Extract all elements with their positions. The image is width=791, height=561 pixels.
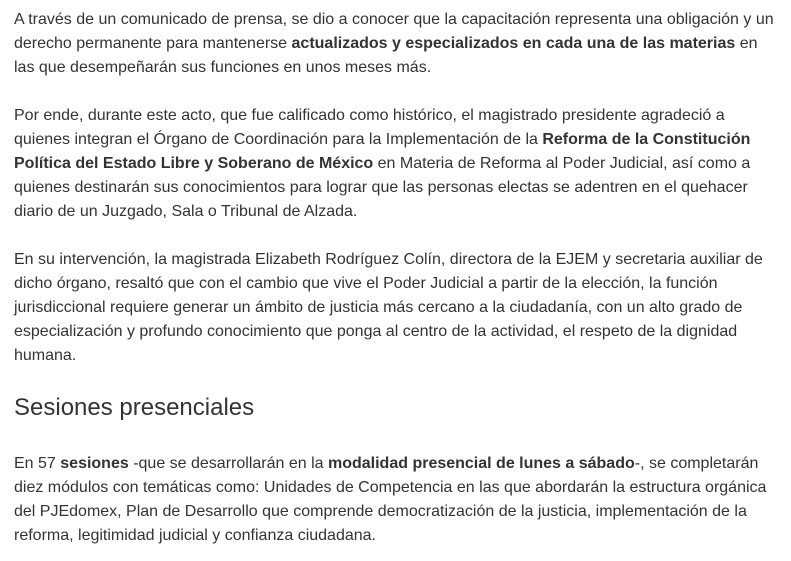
paragraph-text: Por ende, durante este acto, que fue calificado como histórico, el magistrado presidente agradeció a quienes integran el Órgano de Coordinación para la Implementación de la xyxy=(14,107,725,148)
paragraph-text: en las que desempeñarán sus funciones en unos meses más. xyxy=(14,35,758,76)
section-heading: Sesiones presenciales xyxy=(14,394,255,421)
paragraph-text: En 57 xyxy=(14,455,61,472)
paragraph-text: en Materia de Reforma al Poder Judicial, así como a quienes destinarán sus conocimientos para lograr que las personas electas se adentren en el quehacer diario de un Juzgado, Sala o Tribunal de Alzada. xyxy=(14,155,751,220)
bold-phrase: sesiones xyxy=(60,455,129,472)
paragraph-text: -, se completarán diez módulos con temáticas como: Unidades de Competencia en las que abordarán la estructura orgánica del PJEdomex, Plan de Desarrollo que comprende democratización de la justicia, implementación de la reforma, legitimidad judicial y confianza ciudadana. xyxy=(14,455,767,544)
paragraph-text: En su intervención, la magistrada Elizabeth Rodríguez Colín, directora de la EJEM y secretaria auxiliar de dicho órgano, resaltó que con el cambio que vive el Poder Judicial a partir de la elección, la función jurisdiccional requiere generar un ámbito de justicia más cercano a la ciudadanía, con un alto grado de especialización y profundo conocimiento que ponga al centro de la actividad, el respeto de la dignidad humana. xyxy=(14,251,763,364)
paragraph-capacitacion xyxy=(14,8,781,80)
bold-phrase: actualizados y especializados en cada una de las materias xyxy=(291,35,736,52)
bold-phrase: Reforma de la Constitución Política del Estado Libre y Soberano de México xyxy=(14,131,751,172)
paragraph-agradecimiento xyxy=(14,104,781,224)
paragraph-text: A través de un comunicado de prensa, se dio a conocer que la capacitación representa una obligación y un derecho permanente para mantenerse xyxy=(14,11,774,52)
bold-phrase: modalidad presencial de lunes a sábado xyxy=(327,455,635,472)
paragraph-sesiones xyxy=(14,452,781,548)
paragraph-intervencion xyxy=(14,248,781,368)
paragraph-text: -que se desarrollarán en la xyxy=(128,455,328,472)
